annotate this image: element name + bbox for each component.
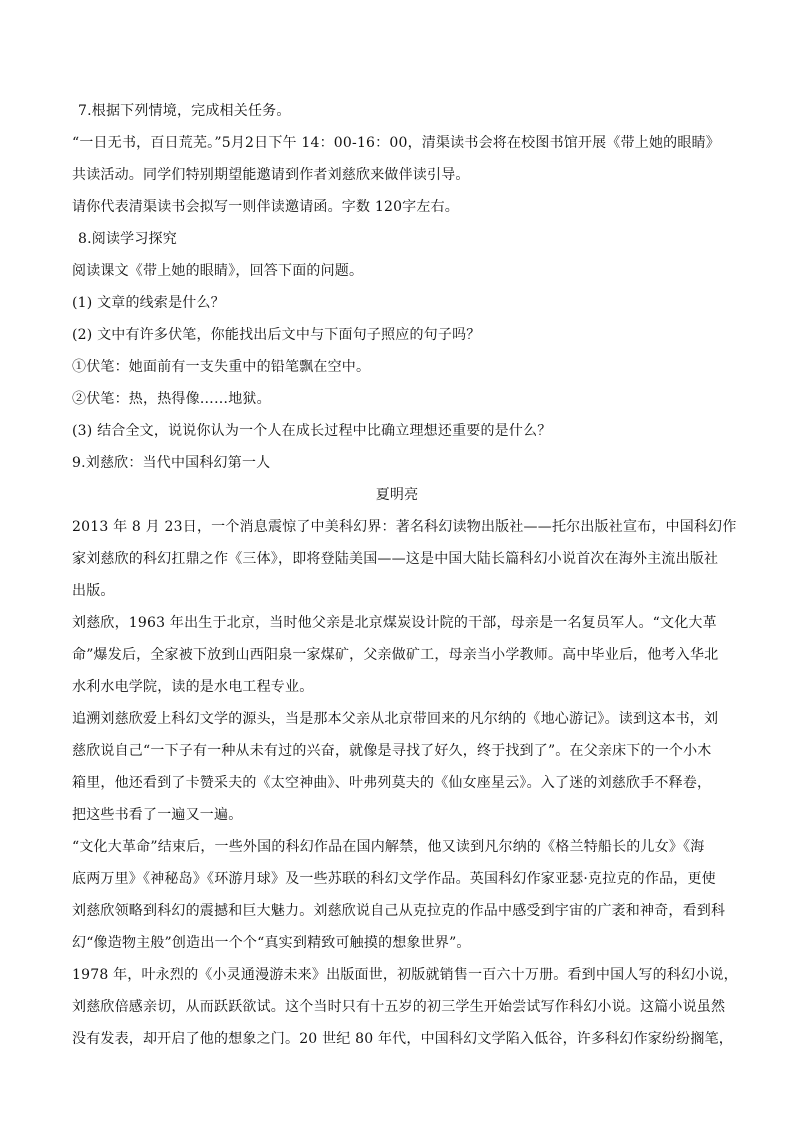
q9-p3-line-2: 慈欣说自己“一下子有一种从未有过的兴奋，就像是寻找了好久，终于找到了”。在父亲床下的一个小木 (72, 743, 712, 759)
q8-title: 8.阅读学习探究 (78, 231, 177, 247)
q9-p2-line-1: 刘慈欣，1963 年出生于北京，当时他父亲是北京煤炭设计院的干部，母亲是一名复员军人。“文化大革 (72, 615, 717, 631)
q8-line-6: (3) 结合全文，说说你认为一个人在成长过程中比确立理想还重要的是什么？ (72, 423, 552, 439)
q9-author: 夏明亮 (375, 487, 419, 503)
q9-title: 9.刘慈欣：当代中国科幻第一人 (72, 455, 271, 471)
q9-p5-line-1: 1978 年，叶永烈的《小灵通漫游未来》出版面世，初版就销售一百六十万册。看到中国人写的科幻小说， (72, 967, 738, 983)
q9-p3-line-3: 箱里，他还看到了卡赞采夫的《太空神曲》、叶弗列莫夫的《仙女座星云》。入了迷的刘慈欣手不释卷， (72, 775, 712, 791)
q8-line-3: (2) 文中有许多伏笔，你能找出后文中与下面句子照应的句子吗？ (72, 327, 481, 343)
q9-p1-line-1: 2013 年 8 月 23日，一个消息震惊了中美科幻界：著名科幻读物出版社——托尔出版社宣布，中国科幻作 (72, 519, 737, 535)
q9-p5-line-3: 没有发表，却开启了他的想象之门。20 世纪 80 年代，中国科幻文学陷入低谷，许多科幻作家纷纷搁笔， (72, 1031, 733, 1047)
q9-p3-line-4: 把这些书看了一遍又一遍。 (72, 807, 243, 823)
q9-p4-line-1: “文化大革命”结束后，一些外国的科幻作品在国内解禁，他又读到凡尔纳的《格兰特船长的儿女》《海 (72, 839, 705, 855)
q9-p1-line-3: 出版。 (72, 583, 115, 599)
q8-line-5: ②伏笔：热，热得像……地狱。 (72, 391, 271, 407)
q8-line-2: (1) 文章的线索是什么？ (72, 295, 225, 311)
q9-p4-line-2: 底两万里》《神秘岛》《环游月球》及一些苏联的科幻文学作品。英国科幻作家亚瑟·克拉克的作品，更使 (72, 871, 716, 887)
q7-title: 7.根据下列情境，完成相关任务。 (78, 103, 291, 119)
document-body (72, 95, 738, 1055)
q9-p2-line-2: 命”爆发后，全家被下放到山西阳泉一家煤矿，父亲做矿工，母亲当小学教师。高中毕业后，他考入华北 (72, 647, 719, 663)
q8-line-1: 阅读课文《带上她的眼睛》，回答下面的问题。 (72, 263, 364, 279)
q7-line-3: 请你代表清渠读书会拟写一则伴读邀请函。字数 120字左右。 (72, 199, 459, 215)
q9-p4-line-3: 刘慈欣领略到科幻的震撼和巨大魅力。刘慈欣说自己从克拉克的作品中感受到宇宙的广袤和神奇，看到科 (72, 903, 726, 919)
q9-p2-line-3: 水利水电学院，读的是水电工程专业。 (72, 679, 314, 695)
q7-line-2: 共读活动。同学们特别期望能邀请到作者刘慈欣来做伴读引导。 (72, 167, 470, 183)
q9-p4-line-4: 幻“像造物主般”创造出一个个“真实到精致可触摸的想象世界”。 (72, 935, 471, 951)
q7-line-1: “一日无书，百日荒芜。”5月2日下午 14：00-16：00，清渠读书会将在校图书馆开展《带上她的眼睛》 (72, 135, 720, 151)
q9-p1-line-2: 家刘慈欣的科幻扛鼎之作《三体》，即将登陆美国——这是中国大陆长篇科幻小说首次在海外主流出版社 (72, 551, 719, 567)
q9-p5-line-2: 刘慈欣倍感亲切，从而跃跃欲试。这个当时只有十五岁的初三学生开始尝试写作科幻小说。这篇小说虽然 (72, 999, 726, 1015)
q9-p3-line-1: 追溯刘慈欣爱上科幻文学的源头，当是那本父亲从北京带回来的凡尔纳的《地心游记》。读到这本书，刘 (72, 711, 719, 727)
q8-line-4: ①伏笔：她面前有一支失重中的铅笔飘在空中。 (72, 359, 371, 375)
